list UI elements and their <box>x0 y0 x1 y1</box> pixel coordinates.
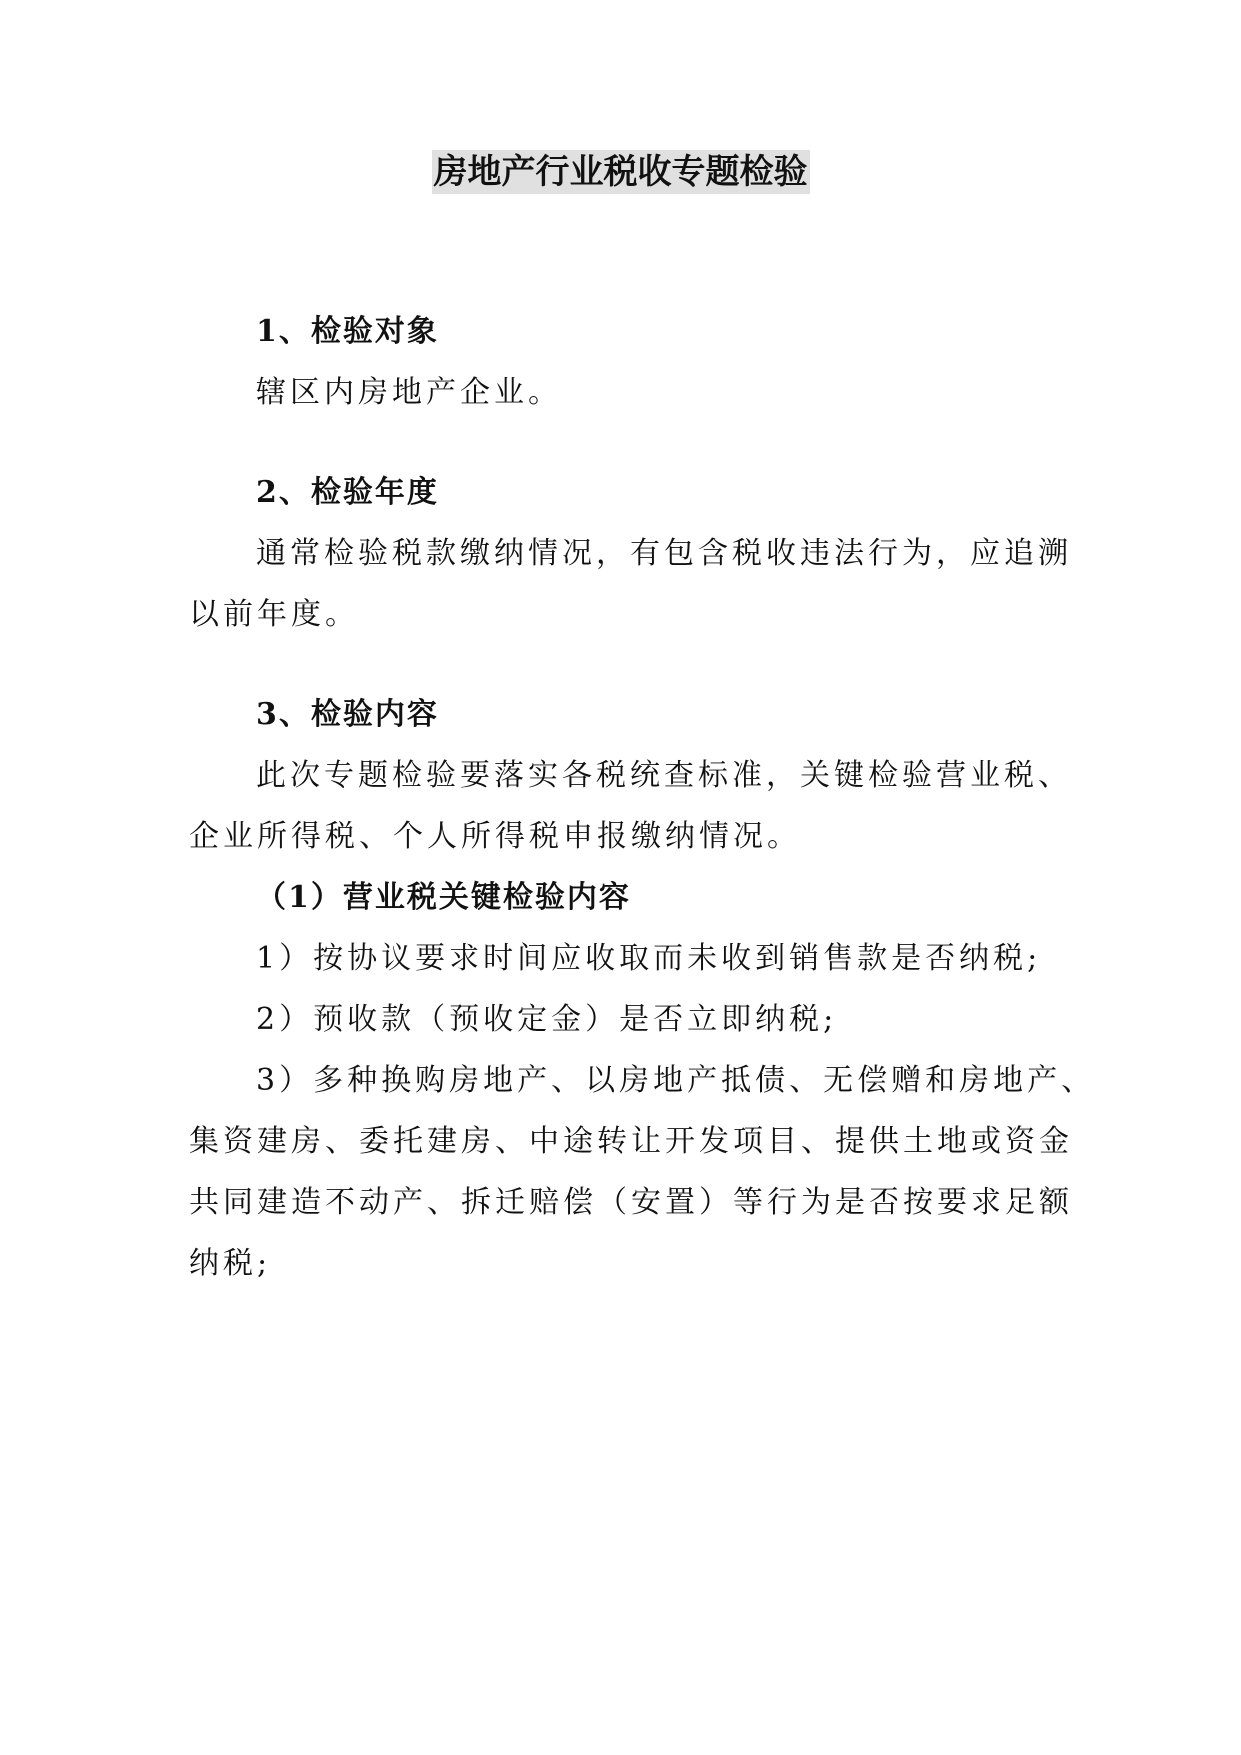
subsection-item-3-line-4: 纳税; <box>189 1246 272 1281</box>
document-title <box>0 150 1241 194</box>
section-2-line-1: 通常检验税款缴纳情况，有包含税收违法行为，应追溯 <box>256 536 1072 571</box>
subsection-item-2: 2）预收款（预收定金）是否立即纳税; <box>256 1002 838 1037</box>
section-heading-1: 1、检验对象 <box>256 314 439 349</box>
subsection-item-3-line-2: 集资建房、委托建房、中途转让开发项目、提供土地或资金 <box>189 1124 1073 1159</box>
section-heading-2: 2、检验年度 <box>256 475 439 510</box>
document-title-text: 房地产行业税收专题检验 <box>433 152 808 192</box>
subsection-item-3-line-3: 共同建造不动产、拆迁赔偿（安置）等行为是否按要求足额 <box>189 1185 1073 1220</box>
section-3-line-1: 此次专题检验要落实各税统查标准，关键检验营业税、 <box>256 758 1072 793</box>
section-1-line-1: 辖区内房地产企业。 <box>256 375 562 410</box>
subsection-heading: （1）营业税关键检验内容 <box>256 880 631 915</box>
section-heading-3: 3、检验内容 <box>256 697 439 732</box>
section-2-line-2: 以前年度。 <box>189 597 359 632</box>
section-3-line-2: 企业所得税、个人所得税申报缴纳情况。 <box>189 819 801 854</box>
subsection-item-3-line-1: 3）多种换购房地产、以房地产抵债、无偿赠和房地产、 <box>256 1063 1096 1098</box>
subsection-item-1: 1）按协议要求时间应收取而未收到销售款是否纳税; <box>256 941 1042 976</box>
